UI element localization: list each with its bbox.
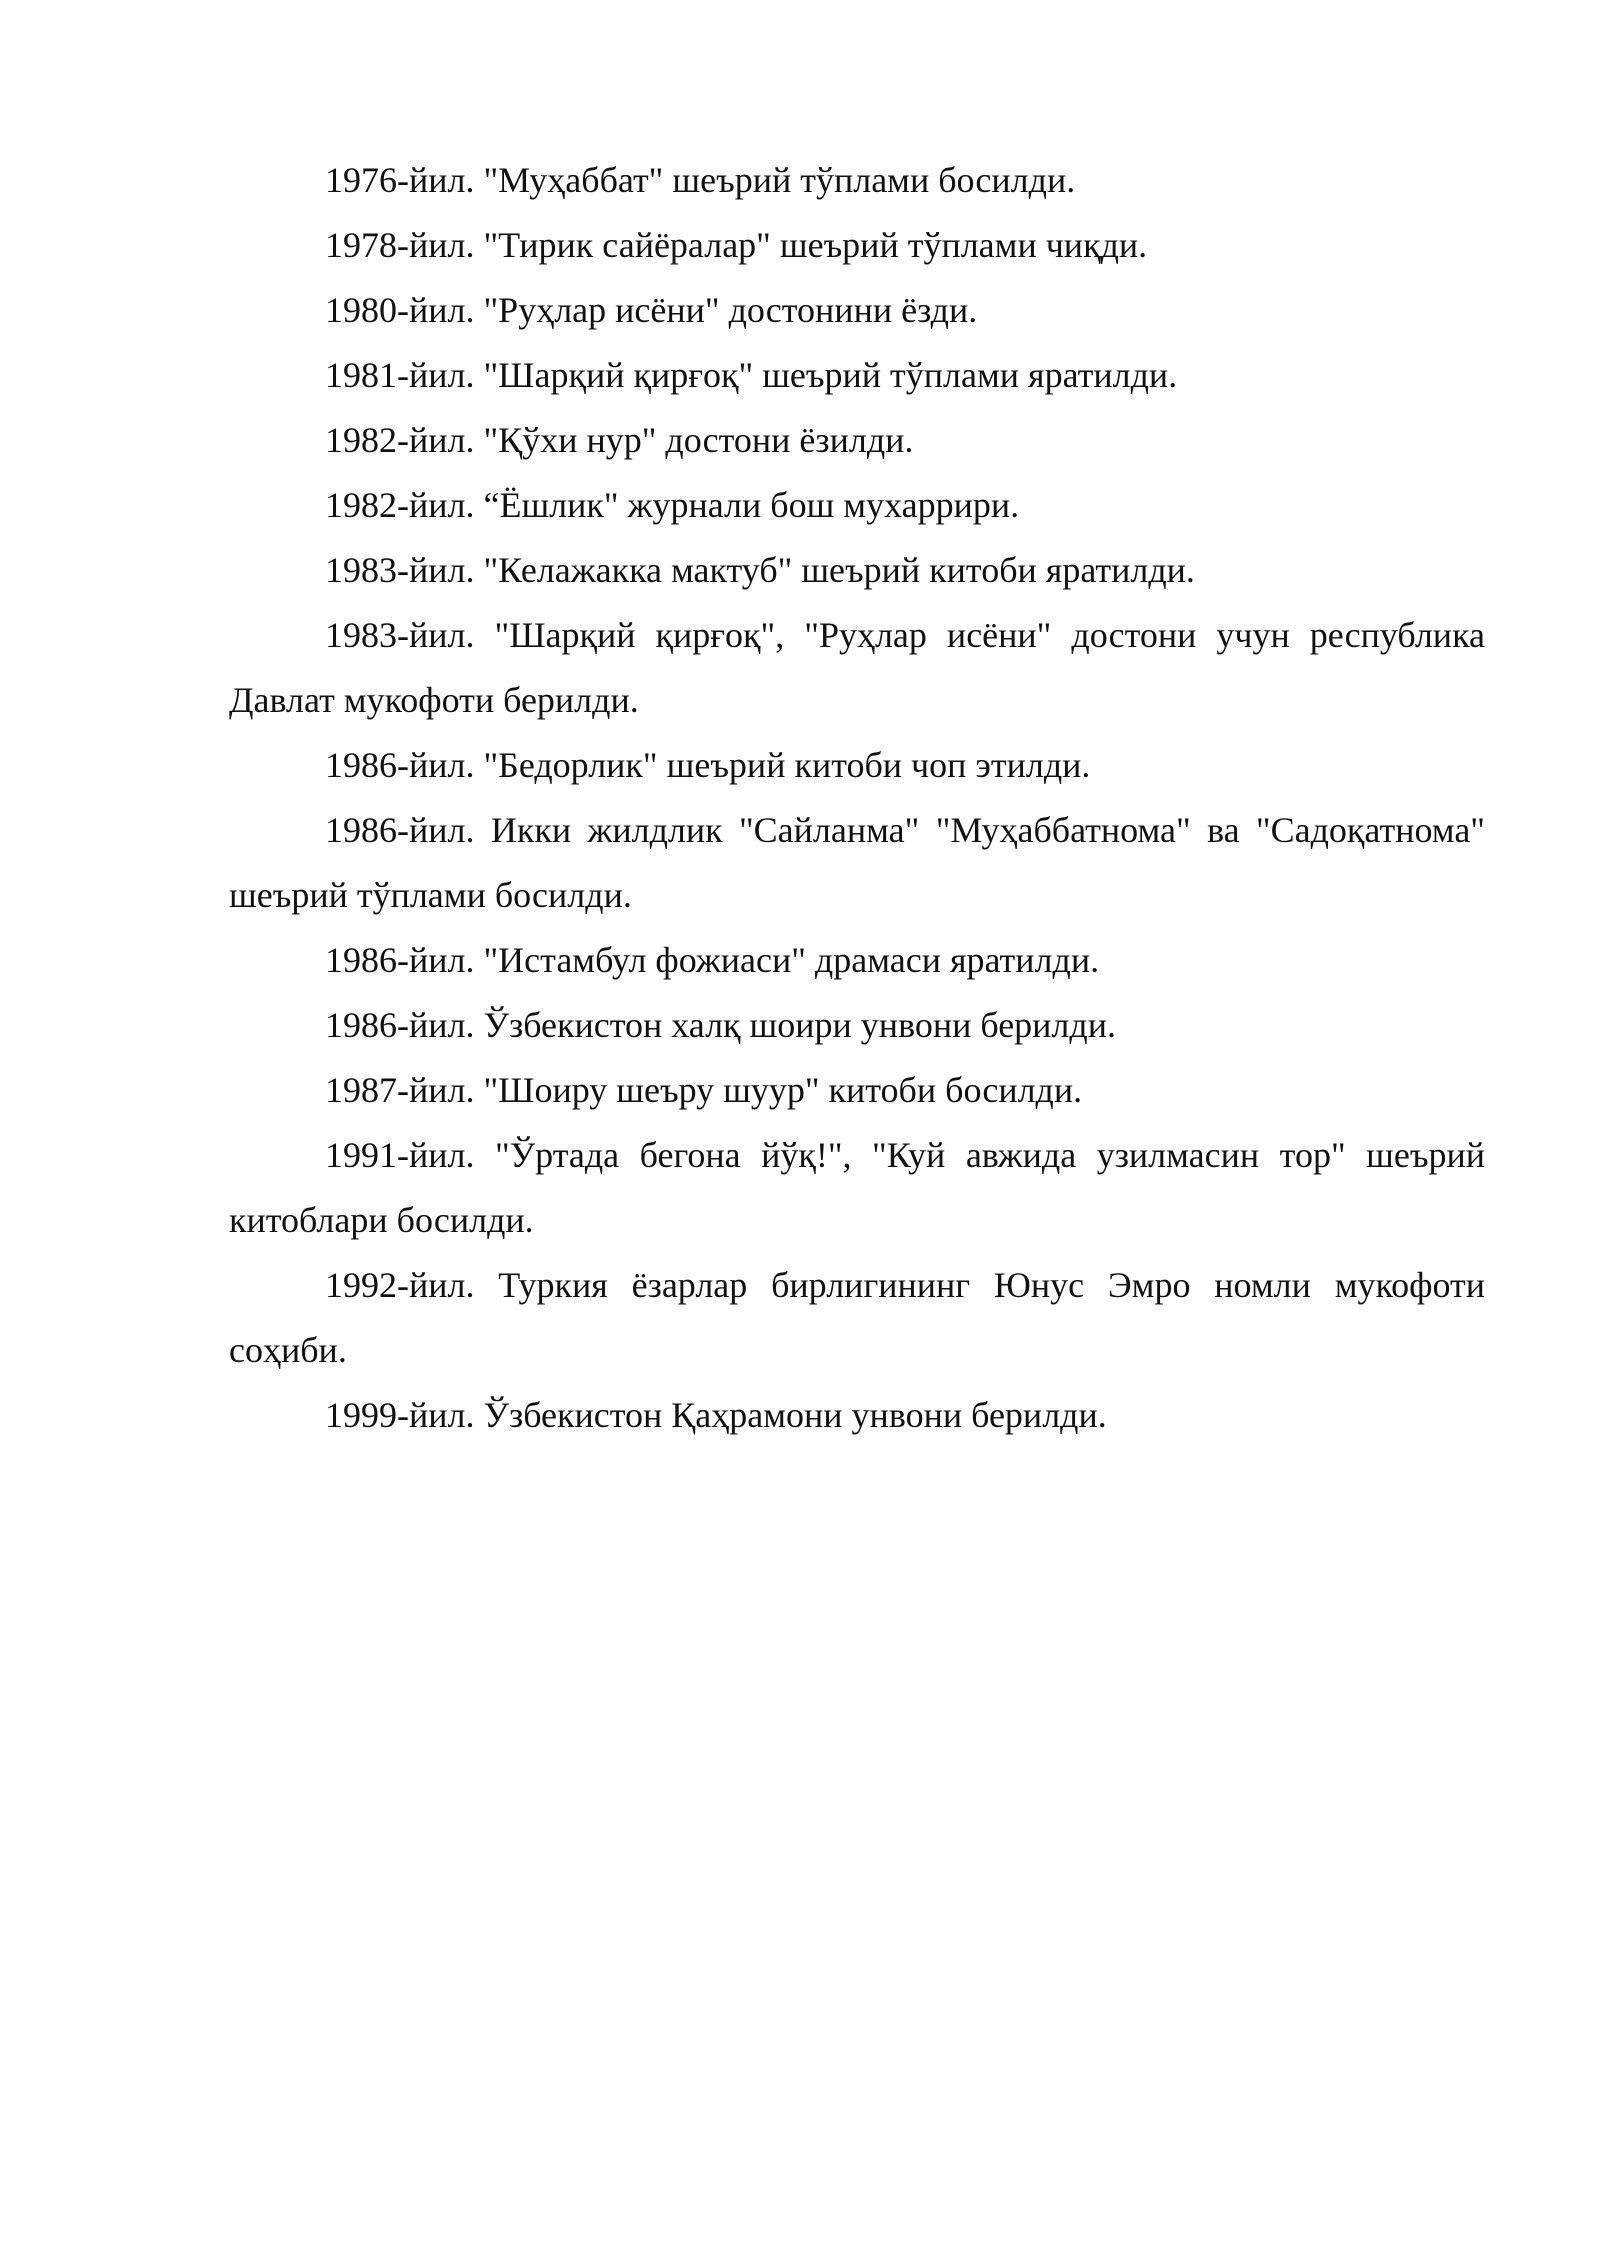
chronology-entry: 1983-йил. "Келажакка мактуб" шеърий китоби яратилди.: [325, 550, 1195, 590]
chronology-entry: 1999-йил. Ўзбекистон Қаҳрамони унвони берилди.: [325, 1395, 1107, 1435]
chronology-entry: 1980-йил. "Руҳлар исёни" достонини ёзди.: [325, 290, 978, 330]
chronology-entry: 1983-йил. "Шарқий қирғоқ", "Руҳлар исёни" достони учун республика Давлат мукофоти берилди.: [229, 615, 1485, 720]
chronology-entry: 1976-йил. "Муҳаббат" шеърий тўплами босилди.: [325, 160, 1076, 200]
chronology-entry: 1986-йил. "Истамбул фожиаси" драмаси яратилди.: [325, 940, 1100, 980]
chronology-entry: 1982-йил. "Қўхи нур" достони ёзилди.: [325, 420, 914, 460]
chronology-entry: 1991-йил. "Ўртада бегона йўқ!", "Куй авжида узилмасин тор" шеърий китоблари босилди.: [229, 1135, 1485, 1240]
chronology-entry: 1981-йил. "Шарқий қирғоқ" шеърий тўплами яратилди.: [325, 355, 1178, 395]
chronology-entry: 1986-йил. Икки жилдлик "Сайланма" "Муҳаббатнома" ва "Садоқатнома" шеърий тўплами босилди.: [229, 810, 1485, 915]
chronology-list: [229, 148, 1485, 1448]
chronology-entry: 1986-йил. "Бедорлик" шеърий китоби чоп этилди.: [325, 745, 1091, 785]
chronology-entry: 1987-йил. "Шоиру шеъру шуур" китоби босилди.: [325, 1070, 1083, 1110]
chronology-entry: 1982-йил. “Ёшлик" журнали бош мухаррири.: [325, 485, 1020, 525]
chronology-entry: 1992-йил. Туркия ёзарлар бирлигининг Юнус Эмро номли мукофоти соҳиби.: [229, 1265, 1485, 1370]
chronology-entry: 1986-йил. Ўзбекистон халқ шоири унвони берилди.: [325, 1005, 1116, 1045]
chronology-entry: 1978-йил. "Тирик сайёралар" шеърий тўплами чиқди.: [325, 225, 1148, 265]
